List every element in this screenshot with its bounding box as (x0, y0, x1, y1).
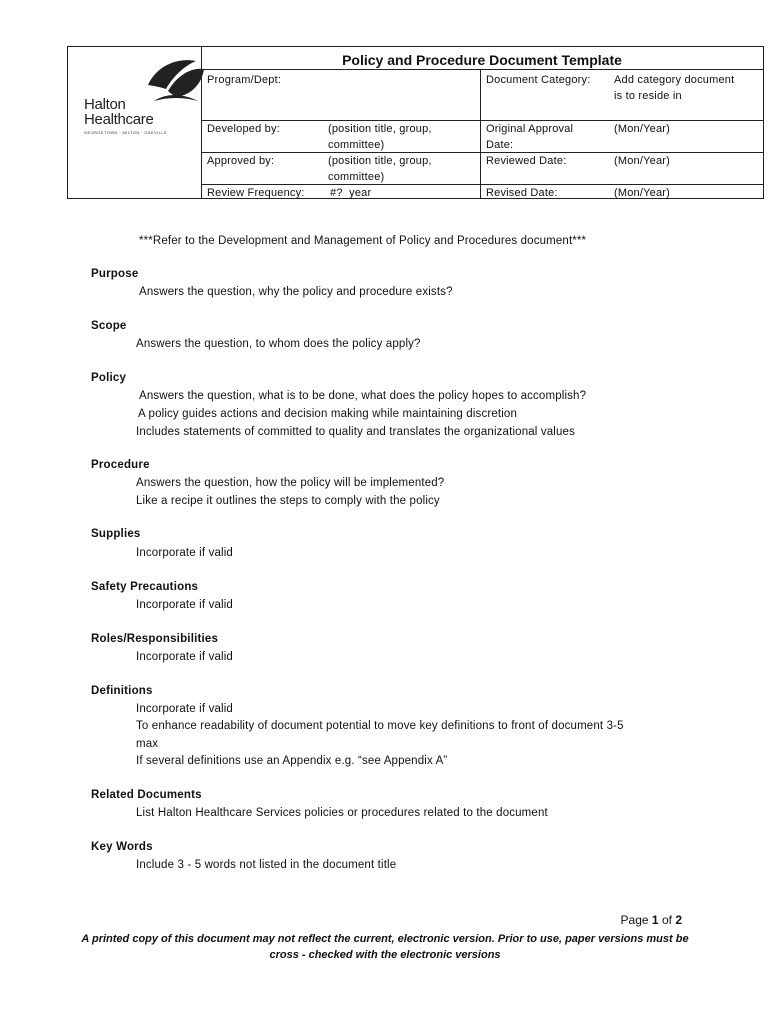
section-heading-scope: Scope (91, 320, 127, 332)
section-line: Incorporate if valid (136, 703, 233, 715)
revised-date-value: (Mon/Year) (614, 187, 671, 199)
logo-text (84, 97, 202, 136)
developed-by-value: (position title, group, committee) (328, 123, 432, 151)
original-approval-date-label: Original Approval Date: (486, 123, 574, 151)
section-line: Incorporate if valid (136, 651, 233, 663)
section-line: If several definitions use an Appendix e.g. “see Appendix A” (136, 755, 448, 767)
original-approval-date-value: (Mon/Year) (614, 123, 671, 135)
approved-by-value: (position title, group, committee) (328, 155, 432, 183)
section-line: Answers the question, why the policy and procedure exists? (139, 286, 453, 298)
section-heading-definitions: Definitions (91, 685, 153, 697)
section-line: Include 3 - 5 words not listed in the document title (136, 859, 397, 871)
page-number (621, 913, 682, 927)
section-line: List Halton Healthcare Services policies or procedures related to the document (136, 807, 548, 819)
section-line: Answers the question, how the policy will be implemented? (136, 477, 445, 489)
logo-line1: Halton (84, 96, 126, 113)
program-dept-label: Program/Dept: (207, 74, 282, 86)
section-line: Incorporate if valid (136, 547, 233, 559)
page-of: of (661, 913, 672, 927)
section-heading-policy: Policy (91, 372, 127, 384)
section-heading-supplies: Supplies (91, 528, 141, 540)
section-heading-purpose: Purpose (91, 268, 139, 280)
revised-date-label: Revised Date: (486, 187, 558, 199)
section-heading-procedure: Procedure (91, 459, 150, 471)
document-header-table (67, 46, 764, 199)
section-line: max (136, 738, 159, 750)
section-line: To enhance readability of document potential to move key definitions to front of document 3-5 (136, 720, 624, 732)
section-line: Answers the question, to whom does the policy apply? (136, 338, 421, 350)
review-frequency-value: #? year (330, 187, 372, 199)
logo-cell (68, 47, 202, 198)
divider (201, 152, 763, 153)
reviewed-date-value: (Mon/Year) (614, 155, 671, 167)
logo-tagline: GEORGETOWN · MILTON · OAKVILLE (84, 130, 167, 135)
section-line: Incorporate if valid (136, 599, 233, 611)
section-line: A policy guides actions and decision making while maintaining discretion (138, 408, 518, 420)
approved-by-label: Approved by: (207, 155, 275, 167)
section-line: Answers the question, what is to be done, what does the policy hopes to accomplish? (139, 390, 587, 402)
logo-line2: Healthcare (84, 111, 154, 128)
section-heading-roles: Roles/Responsibilities (91, 633, 219, 645)
review-frequency-label: Review Frequency: (207, 187, 305, 199)
section-line: Like a recipe it outlines the steps to comply with the policy (136, 495, 440, 507)
document-category-label: Document Category: (486, 74, 591, 86)
divider (201, 120, 763, 121)
section-line: Includes statements of committed to quality and translates the organizational values (136, 426, 575, 438)
section-heading-related-documents: Related Documents (91, 789, 202, 801)
page-prefix: Page (620, 913, 649, 927)
page-total: 2 (675, 913, 682, 927)
divider (480, 69, 481, 198)
section-heading-key-words: Key Words (91, 841, 153, 853)
refer-note: ***Refer to the Development and Management of Policy and Procedures document*** (139, 235, 587, 247)
developed-by-label: Developed by: (207, 123, 280, 135)
page-current: 1 (651, 913, 659, 927)
document-title: Policy and Procedure Document Template (201, 47, 763, 70)
footer-disclaimer: A printed copy of this document may not reflect the current, electronic version. Prior to use, paper versions must be cross - checked with the electronic versions (81, 933, 689, 961)
section-heading-safety-precautions: Safety Precautions (91, 581, 199, 593)
reviewed-date-label: Reviewed Date: (486, 155, 567, 167)
document-category-value: Add category document is to reside in (614, 74, 735, 102)
